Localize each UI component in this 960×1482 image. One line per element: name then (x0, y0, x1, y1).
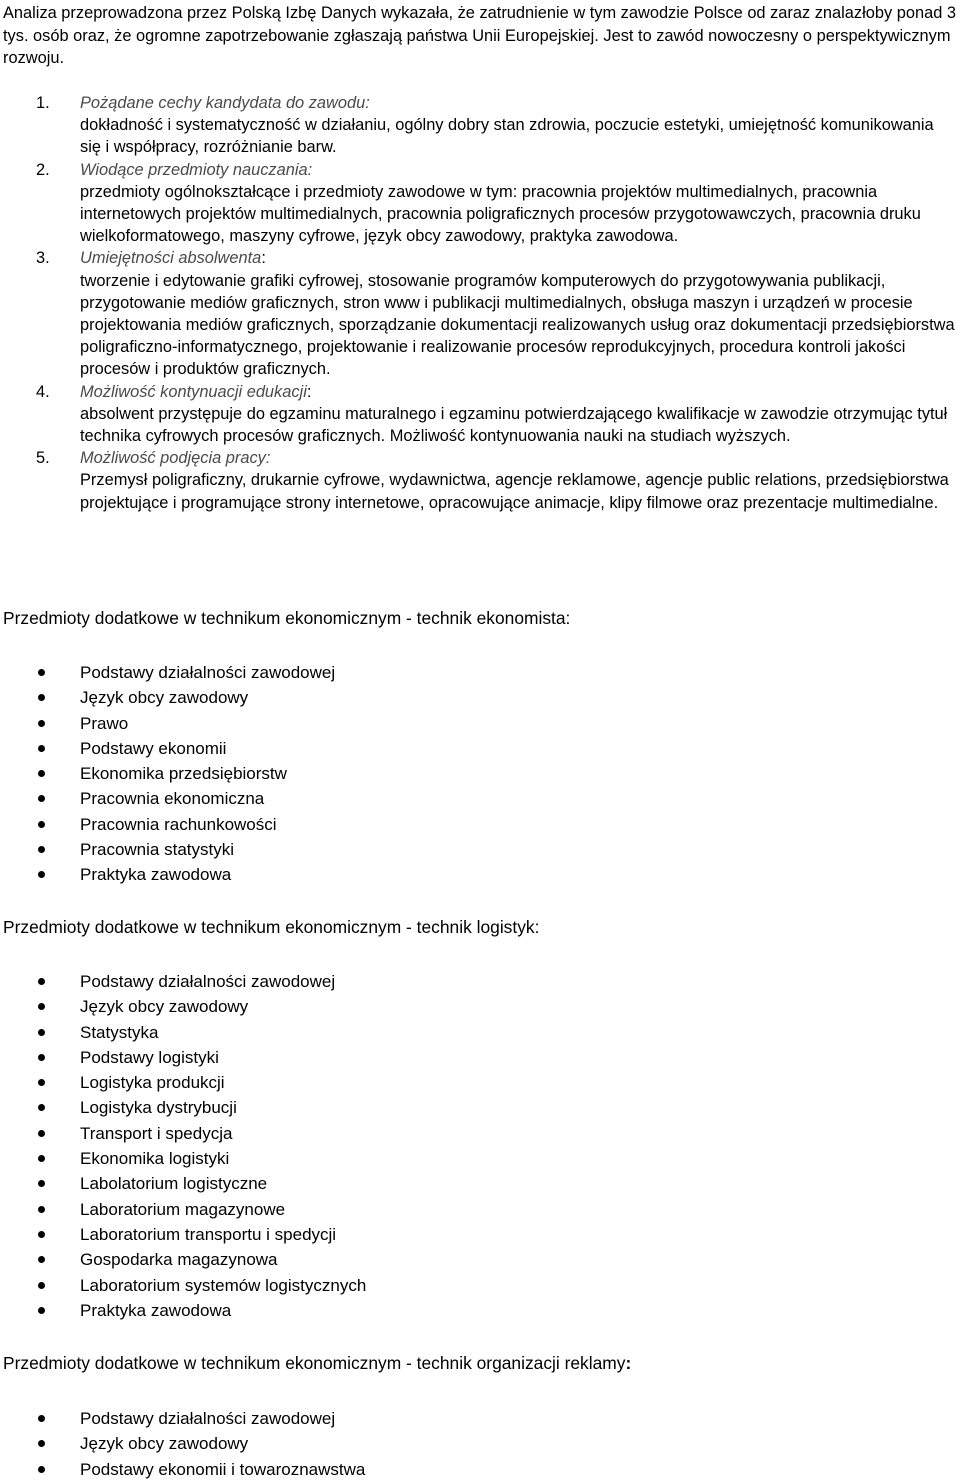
item-text: tworzenie i edytowanie grafiki cyfrowej, stosowanie programów komputerowych do przygotowywania publikacji, przygotowanie mediów graficznych, stron www i publikacji multimedialnych, obsługa maszyn i urządzeń w procesie projektowania mediów graficznych, sporządzanie dokumentacji realizowanych usług oraz dokumentacji przedsiębiorstwa poligraficzno-informatycznego, projektowanie i realizowanie procesów reprodukcyjnych, procedura kontroli jakości procesów i produktów graficznych. (80, 271, 955, 379)
subjects-list-logistyk (38, 969, 366, 1323)
list-item: Laboratorium systemów logistycznych (38, 1273, 366, 1298)
list-item: Gospodarka magazynowa (38, 1247, 366, 1272)
item-heading: Pożądane cechy kandydata do zawodu: (80, 94, 370, 112)
numbered-item (36, 447, 958, 514)
list-item: Podstawy działalności zawodowej (38, 969, 366, 994)
list-item: Podstawy działalności zawodowej (38, 660, 335, 685)
list-item: Ekonomika logistyki (38, 1146, 366, 1171)
section-title-text: Przedmioty dodatkowe w technikum ekonomicznym - technik organizacji reklamy (3, 1353, 626, 1373)
intro-paragraph: Analiza przeprowadzona przez Polską Izbę Danych wykazała, że zatrudnienie w tym zawodzie Polsce od zaraz znalazłoby ponad 3 tys. osób oraz, że ogromne zapotrzebowanie zgłaszają państwa Unii Europejskiej. Jest to zawód nowoczesny o perspektywicznym rozwoju. (3, 4, 956, 67)
numbered-item (36, 247, 958, 380)
subjects-list-reklamy (38, 1406, 365, 1482)
item-number: 1. (36, 94, 50, 112)
section-title-colon: : (625, 1353, 632, 1373)
item-number: 5. (36, 449, 50, 468)
item-text: dokładność i systematyczność w działaniu, ogólny dobry stan zdrowia, poczucie estetyki, umiejętność komunikowania się i współpracy, rozróżnianie barw. (80, 116, 934, 157)
item-text: Przemysł poligraficzny, drukarnie cyfrowe, wydawnictwa, agencje reklamowe, agencje public relations, przedsiębiorstwa projektujące i programujące strony internetowe, opracowujące animacje, klipy filmowe oraz prezentacje multimedialne. (80, 471, 949, 512)
career-info-list (36, 92, 958, 514)
list-item: Podstawy logistyki (38, 1045, 366, 1070)
section-title-ekonomista: Przedmioty dodatkowe w technikum ekonomicznym - technik ekonomista: (3, 608, 571, 628)
item-heading: Możliwość kontynuacji edukacji (80, 382, 307, 401)
list-item: Język obcy zawodowy (38, 994, 366, 1019)
list-item: Laboratorium transportu i spedycji (38, 1222, 366, 1247)
heading-colon: : (306, 382, 312, 401)
numbered-item (36, 159, 958, 248)
list-item: Ekonomika przedsiębiorstw (38, 761, 335, 786)
numbered-item (36, 92, 958, 159)
list-item: Prawo (38, 711, 335, 736)
item-heading: Możliwość podjęcia pracy: (80, 449, 271, 468)
numbered-item (36, 381, 958, 448)
list-item: Podstawy działalności zawodowej (38, 1406, 365, 1431)
item-heading: Wiodące przedmioty nauczania: (80, 160, 313, 179)
list-item: Statystyka (38, 1020, 366, 1045)
item-number: 3. (36, 249, 50, 268)
item-heading: Umiejętności absolwenta (80, 249, 262, 268)
list-item: Praktyka zawodowa (38, 862, 335, 887)
list-item: Pracownia statystyki (38, 837, 335, 862)
item-text: przedmioty ogólnokształcące i przedmioty zawodowe w tym: pracownia projektów multimedialnych, pracownia internetowych projektów multimedialnych, pracownia poligraficznych procesów przygotowawczych, pracownia druku wielkoformatowego, maszyny cyfrowe, język obcy zawodowy, praktyka zawodowa. (80, 182, 921, 246)
list-item: Transport i spedycja (38, 1121, 366, 1146)
list-item: Pracownia rachunkowości (38, 812, 335, 837)
list-item: Pracownia ekonomiczna (38, 786, 335, 811)
item-text: absolwent przystępuje do egzaminu maturalnego i egzaminu potwierdzającego kwalifikacje w zawodzie otrzymując tytuł technika cyfrowych procesów graficznych. Możliwość kontynuowania nauki na studiach wyższych. (80, 404, 948, 446)
list-item: Podstawy ekonomii i towaroznawstwa (38, 1457, 365, 1482)
item-number: 4. (36, 382, 50, 401)
list-item: Logistyka produkcji (38, 1070, 366, 1095)
section-title-logistyk: Przedmioty dodatkowe w technikum ekonomicznym - technik logistyk: (3, 917, 540, 937)
list-item: Praktyka zawodowa (38, 1298, 366, 1323)
list-item: Podstawy ekonomii (38, 736, 335, 761)
subjects-list-ekonomista (38, 660, 335, 888)
list-item: Laboratorium magazynowe (38, 1197, 366, 1222)
list-item: Język obcy zawodowy (38, 685, 335, 710)
list-item: Labolatorium logistyczne (38, 1171, 366, 1196)
list-item: Język obcy zawodowy (38, 1431, 365, 1456)
section-title-reklamy (3, 1352, 631, 1374)
list-item: Logistyka dystrybucji (38, 1095, 366, 1120)
item-number: 2. (36, 160, 50, 179)
heading-colon: : (261, 249, 266, 268)
